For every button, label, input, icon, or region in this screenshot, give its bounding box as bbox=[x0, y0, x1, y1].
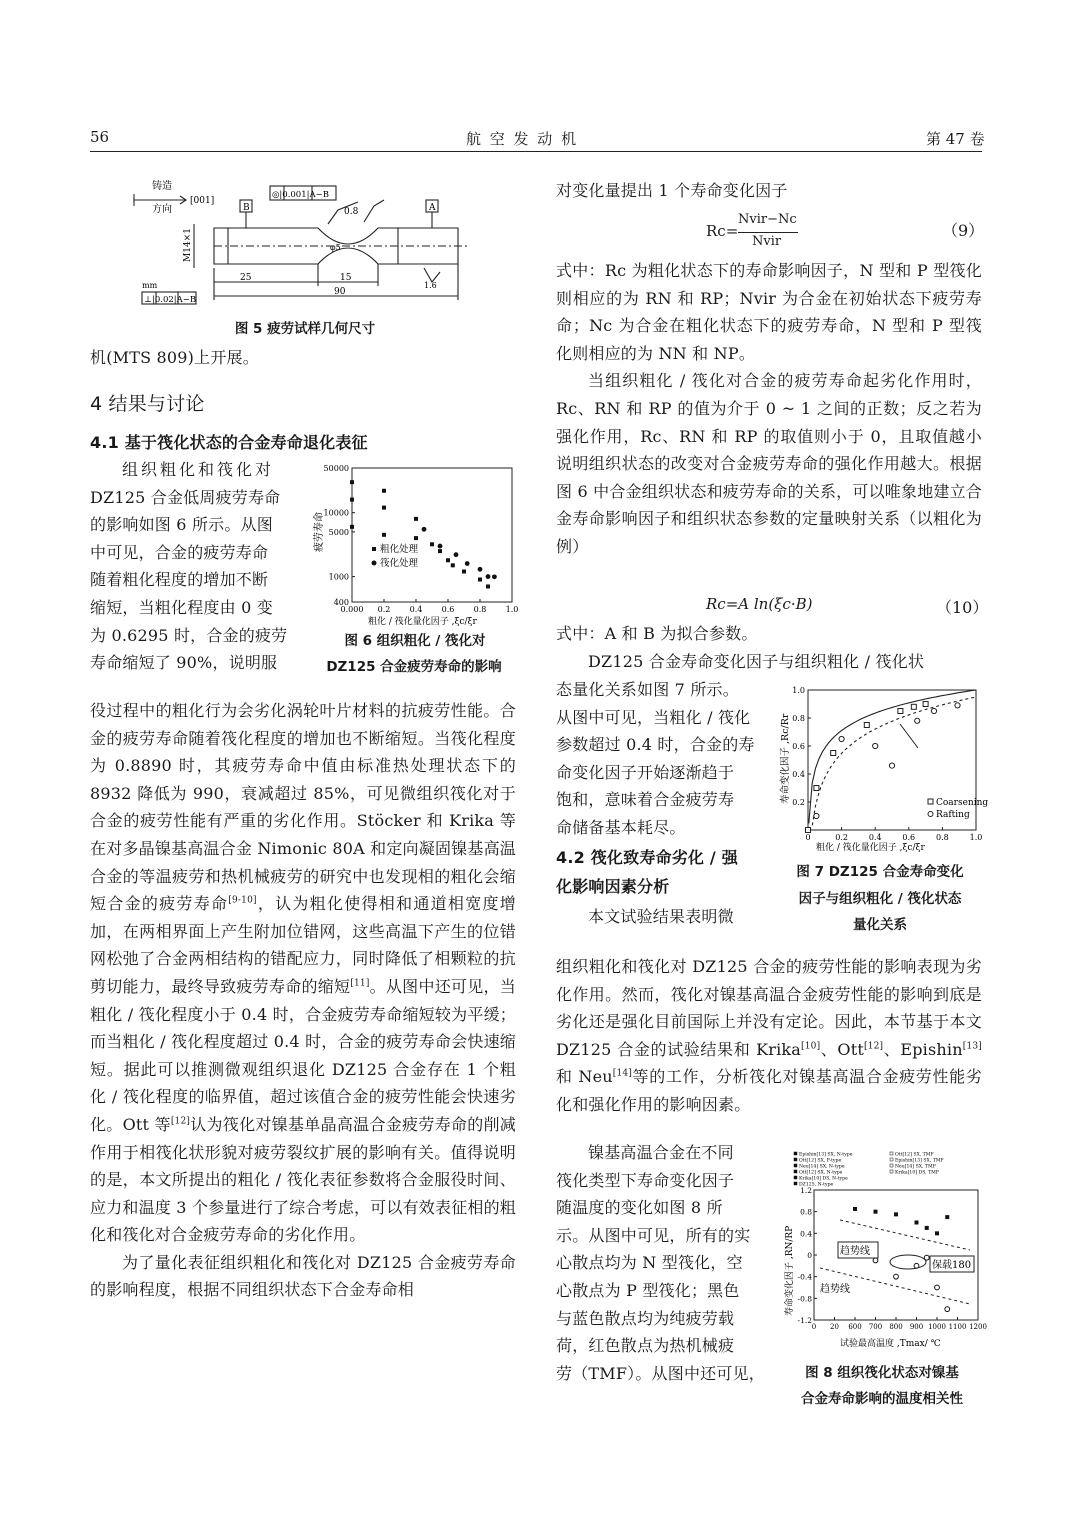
fig6-ytick-label-3: 10000 bbox=[323, 508, 349, 518]
p1-line-7: 为 0.6295 时，合金的疲劳 bbox=[90, 625, 288, 645]
fig8-ytick-label-6: 1.2 bbox=[800, 1186, 812, 1195]
fig8-legend-2: Neu[14] SX, N-type bbox=[799, 1164, 845, 1170]
p6-line-6: 饱和，意味着合金疲劳寿 bbox=[556, 790, 735, 810]
fig8-legend-marker-7 bbox=[890, 1158, 893, 1161]
p8-line-9: 劳（TMF）。从图中还可见， bbox=[556, 1363, 765, 1383]
right-top-line: 对变化量提出 1 个寿命变化因子 bbox=[556, 181, 788, 200]
fig5-tol-top: ◎|0.001|A−B bbox=[272, 190, 329, 200]
fig8-ytick-label-4: 0.4 bbox=[800, 1229, 812, 1239]
fig7-caption-3: 量化关系 bbox=[853, 917, 907, 933]
fig7-ytick-label-0: 0.2 bbox=[792, 798, 805, 807]
fig5-phi: φ5 bbox=[330, 243, 341, 252]
fig8-point-n-4 bbox=[925, 1226, 929, 1230]
fig6-point-coarse-7 bbox=[414, 536, 418, 540]
fig7-point-coarse-1 bbox=[814, 786, 819, 791]
page-number: 56 bbox=[90, 128, 110, 146]
fig6-point-raft-3 bbox=[465, 561, 470, 566]
fig8-xtick-label-3: 700 bbox=[868, 1323, 883, 1331]
fig7-xlabel: 粗化 / 筏化量化因子 ,ξc/ξr bbox=[816, 843, 925, 853]
fig8-legend-marker-3 bbox=[794, 1170, 797, 1173]
fig5-cast-label: 铸造 bbox=[152, 181, 172, 192]
p1-line-6: 缩短，当粗化程度由 0 变 bbox=[90, 597, 273, 617]
fig5-datum-b: B bbox=[243, 203, 250, 213]
fig7-xtick-label-2: 0.4 bbox=[868, 833, 882, 842]
volume-label: 第 47 卷 bbox=[926, 130, 985, 148]
fig8-point-n-6 bbox=[945, 1215, 949, 1219]
fig8-annot-ellipse bbox=[890, 1255, 926, 1269]
fig7-point-raft-0 bbox=[814, 813, 819, 818]
fig8-xtick-label-2: 600 bbox=[848, 1323, 862, 1331]
fig8-caption-1: 图 8 组织筏化状态对镍基 bbox=[805, 1365, 959, 1381]
p1-line-1: 组织粗化和筏化对 bbox=[122, 460, 275, 479]
fig6-legend-marker-2 bbox=[372, 561, 377, 566]
fig7-ytick-label-4: 1.0 bbox=[792, 686, 805, 695]
section-4-heading: 4 结果与讨论 bbox=[90, 392, 205, 415]
equation-9-number: （9） bbox=[942, 221, 985, 240]
fig8-point-p-5 bbox=[935, 1285, 940, 1290]
fig8-ytick-label-2: -0.4 bbox=[797, 1272, 812, 1282]
fig8-legend-marker-5 bbox=[794, 1182, 797, 1185]
fig6-legend-2: 筏化处理 bbox=[380, 558, 419, 569]
fig6-point-raft-1 bbox=[438, 544, 443, 549]
p1-line-5: 随着粗化程度的增加不断 bbox=[90, 570, 269, 590]
equation-10: Rc=A ln(ξc·B) bbox=[706, 595, 813, 613]
fig8-point-p-2 bbox=[894, 1274, 899, 1279]
fig5-cast-label-2: 方向 bbox=[152, 204, 172, 215]
fig8-point-n-3 bbox=[915, 1221, 919, 1225]
fig8-xtick-label-1: 20 bbox=[830, 1323, 839, 1331]
fig8-xtick-label-8: 1200 bbox=[969, 1323, 987, 1331]
fig6-xlabel: 粗化 / 筏化量化因子 ,ξc/ξr bbox=[368, 617, 477, 627]
fig8-legend-marker-6 bbox=[890, 1152, 893, 1155]
fig7-point-coarse-6 bbox=[923, 702, 928, 707]
fig8-legend-marker-8 bbox=[890, 1164, 893, 1167]
fig6-xtick-label-0: 0.000 bbox=[340, 605, 364, 614]
fig8-annot-1: 趋势线 bbox=[840, 1246, 870, 1257]
fig7-legend-1: Coarsening bbox=[936, 798, 989, 808]
section-4-1-heading: 4.1 基于筏化状态的合金寿命退化表征 bbox=[90, 432, 368, 452]
fig8-point-n-2 bbox=[894, 1212, 898, 1216]
fig8-xtick-label-5: 900 bbox=[909, 1323, 924, 1331]
fig8-ytick-label-3: 0 bbox=[807, 1251, 812, 1260]
journal-title: 航 空 发 动 机 bbox=[466, 130, 579, 148]
fig5-rough2: 1.6 bbox=[424, 281, 437, 290]
fig7-annot-arrow bbox=[900, 724, 918, 748]
fig7-point-coarse-5 bbox=[911, 704, 916, 709]
fig8-point-n-1 bbox=[874, 1210, 878, 1214]
fig7-ytick-label-2: 0.6 bbox=[792, 742, 805, 751]
p6-line-7: 命储备基本耗尽。 bbox=[556, 817, 686, 837]
fig5-drawing bbox=[128, 172, 488, 312]
fig5-datum-a: A bbox=[429, 203, 436, 213]
p4: 当组织粗化 / 筏化对合金的疲劳寿命起劣化作用时，Rc、RN 和 RP 的值为介于 0 ~ 1 之间的正数；反之若为强化作用，Rc、RN 和 RP 的取值则小于 0，且取值越小说明组织状态的改变对合金疲劳寿命的强化作用越大。根据图 6 中合金组织状态和疲劳寿命的关系，可以唯象地建立合金寿命影响因子和组织状态参数的定量映射关系（以粗化为例） bbox=[556, 371, 982, 556]
fig8-legend-3: Ott[12] SX, N-type bbox=[799, 1170, 843, 1176]
p6-line-3: 从图中可见，当粗化 / 筏化 bbox=[556, 707, 751, 727]
fig6-chart bbox=[310, 462, 520, 630]
fig8-legend-7: Epishin[13] SX, TMF bbox=[895, 1158, 944, 1164]
fig8-ytick-label-5: 0.8 bbox=[800, 1207, 812, 1217]
fig7-chart bbox=[776, 684, 989, 854]
section-4-2-heading-2: 化影响因素分析 bbox=[556, 876, 670, 896]
fig8-xtick-label-7: 1100 bbox=[948, 1323, 967, 1331]
fig6-point-coarse-12 bbox=[462, 570, 466, 574]
fig8-point-p-1 bbox=[873, 1258, 878, 1263]
fig8-xlabel: 试验最高温度 ,Tmax/ ℃ bbox=[840, 1339, 941, 1349]
fig5-dim25: 25 bbox=[240, 273, 252, 283]
p1-line-4: 中可见，合金的疲劳寿命 bbox=[90, 542, 269, 562]
fig6-point-coarse-4 bbox=[382, 506, 386, 510]
fig8-point-n-0 bbox=[853, 1207, 857, 1211]
fig7-legend-marker-1 bbox=[928, 799, 933, 804]
fig7-point-coarse-0 bbox=[806, 828, 811, 833]
p6-line-1: DZ125 合金寿命变化因子与组织粗化 / 筏化状 bbox=[588, 651, 925, 671]
fig5-dim90: 90 bbox=[334, 287, 346, 297]
p1-line-3: 的影响如图 6 所示。从图 bbox=[90, 515, 273, 535]
fig5-caption: 图 5 疲劳试样几何尺寸 bbox=[234, 321, 376, 337]
fig6-ytick-label-1: 1000 bbox=[328, 572, 349, 582]
fig7-point-raft-3 bbox=[889, 763, 894, 768]
fig7-xtick-label-0: 0 bbox=[805, 833, 811, 842]
fig8-legend-1: Ott[12] SX, P-type bbox=[799, 1158, 842, 1164]
fig6-ytick-label-4: 50000 bbox=[323, 464, 349, 473]
fig6-point-coarse-10 bbox=[446, 558, 450, 562]
fig5-tol-bottom: ⊥|0.02|A−B bbox=[144, 295, 197, 305]
p6-line-5: 命变化因子开始逐渐趋于 bbox=[556, 762, 735, 782]
fig6-point-coarse-2 bbox=[350, 525, 354, 529]
fig8-xtick-label-0: 0 bbox=[811, 1323, 817, 1331]
p2: 为了量化表征组织粗化和筏化对 DZ125 合金疲劳寿命的影响程度，根据不同组织状态下合金寿命相 bbox=[90, 1252, 516, 1300]
p1-continued: 役过程中的粗化行为会劣化涡轮叶片材料的抗疲劳性能。合金的疲劳寿命随着筏化程度的增加也不断缩短。当筏化程度为 0.8890 时，其疲劳寿命中值由标准热处理状态下的 8932 降低为 990，衰减超过 85%，可见微组织筏化对于合金的疲劳性能有严重的劣化作用。Stöcker 和 Krika 等在对多晶镍基高温合金 Nimonic 80A 和定向凝固镍基高温合金的等温疲劳和热机械疲劳的研究中也发现相的粗化会缩短合金的疲劳寿命[9-10]，认为粗化使得相和通道相宽度增加，在两相界面上产生附加位错网，这些高温下产生的位错网松弛了合金两相结构的错配应力，同时降低了相颗粒的抗剪切能力，最终导致疲劳寿命的缩短[11]。从图中还可见，当粗化 / 筏化程度小于 0.4 时，合金疲劳寿命缩短较为平缓；而当粗化 / 筏化程度超过 0.4 时，合金的疲劳寿命会快速缩短。据此可以推测微观组织退化 DZ125 合金存在 1 个粗化 / 筏化程度的临界值，超过该值合金的疲劳性能会快速劣化。Ott 等[12]认为筏化对镍基单晶高温合金疲劳寿命的削减作用于相筏化状形貌对疲劳裂纹扩展的影响有关。值得说明的是，本文所提出的粗化 / 筏化表征参数将合金服役时间、应力和温度 3 个参量进行了综合考虑，可以有效表征相的粗化和筏化对合金疲劳寿命的劣化作用。 bbox=[90, 701, 516, 1245]
p8-line-5: 心散点均为 N 型筏化，空 bbox=[556, 1253, 743, 1273]
fig6-point-coarse-5 bbox=[382, 533, 386, 537]
fig8-legend-0: Epishin[13] SX, N-type bbox=[799, 1152, 853, 1158]
p8-line-6: 心散点为 P 型筏化；黑色 bbox=[556, 1280, 740, 1300]
fig6-legend-marker-1 bbox=[372, 547, 376, 551]
fig7-ytick-label-1: 0.4 bbox=[792, 770, 805, 779]
p8-line-2: 筏化类型下寿命变化因子 bbox=[556, 1170, 735, 1190]
fig8-ytick-label-0: -1.2 bbox=[797, 1316, 812, 1325]
fig8-legend-4: Krika[10] DS, N-type bbox=[799, 1176, 848, 1182]
fig6-ytick-label-0: 400 bbox=[333, 598, 349, 607]
fig6-caption-2: DZ125 合金疲劳寿命的影响 bbox=[326, 659, 502, 675]
fig8-legend-marker-4 bbox=[794, 1176, 797, 1179]
fig6-point-coarse-11 bbox=[451, 563, 455, 567]
fig6-xtick-label-4: 0.8 bbox=[473, 605, 487, 614]
fig6-point-coarse-13 bbox=[478, 577, 482, 581]
p8-line-7: 与蓝色散点均为纯疲劳载 bbox=[556, 1308, 735, 1328]
fig8-point-p-6 bbox=[945, 1307, 950, 1312]
fig6-point-raft-0 bbox=[422, 527, 427, 532]
fig7-xtick-label-5: 1.0 bbox=[969, 833, 983, 842]
fig7-legend-marker-2 bbox=[928, 812, 933, 817]
fig7-ylabel: 寿命变化因子 ,Rc/Rr bbox=[780, 713, 791, 804]
fig8-legend-marker-9 bbox=[890, 1170, 893, 1173]
fig5-thread: M14×1 bbox=[183, 228, 193, 262]
p8-line-4: 示。从图中可见，所有的实 bbox=[556, 1225, 751, 1245]
fig6-point-coarse-6 bbox=[414, 517, 418, 521]
fig8-caption-2: 合金寿命影响的温度相关性 bbox=[801, 1391, 963, 1407]
p6-line-2: 态量化关系如图 7 所示。 bbox=[556, 680, 739, 699]
fig8-legend-5: DZ125, N-type bbox=[799, 1182, 834, 1188]
p3: 式中：Rc 为粗化状态下的寿命影响因子，N 型和 P 型筏化则相应的为 RN 和 RP；Nvir 为合金在初始状态下疲劳寿命；Nc 为合金在粗化状态下的疲劳寿命，N 型和 P 型筏化则相应的为 NN 和 NP。 bbox=[556, 261, 982, 363]
fig6-xtick-label-3: 0.6 bbox=[441, 605, 455, 614]
fig8-legend-marker-2 bbox=[794, 1164, 797, 1167]
fig5-rough: 0.8 bbox=[344, 207, 359, 217]
p5: 式中：A 和 B 为拟合参数。 bbox=[556, 624, 758, 643]
fig8-chart bbox=[780, 1146, 987, 1356]
fig7-plot-frame bbox=[808, 690, 976, 830]
fig7-point-raft-5 bbox=[931, 708, 936, 713]
fig8-legend-9: Krika[10] DS, TMF bbox=[895, 1170, 940, 1176]
fig5-dir-label: [001] bbox=[190, 196, 215, 206]
fig7-caption-1: 图 7 DZ125 合金寿命变化 bbox=[796, 864, 964, 880]
left-continuation: 机(MTS 809)上开展。 bbox=[90, 348, 259, 367]
p8-line-1: 镍基高温合金在不同 bbox=[588, 1143, 734, 1162]
p8-line-8: 荷，红色散点为热机械疲 bbox=[556, 1336, 735, 1356]
fig7-ytick-label-3: 0.8 bbox=[792, 714, 805, 723]
fig6-xtick-label-5: 1.0 bbox=[505, 605, 519, 614]
fig6-legend-1: 粗化处理 bbox=[380, 544, 419, 555]
p1-line-8: 寿命缩短了 90%，说明服 bbox=[90, 653, 278, 673]
fig6-point-raft-5 bbox=[486, 574, 491, 579]
fig6-xtick-label-1: 0.2 bbox=[377, 605, 391, 614]
p7-line-1: 本文试验结果表明微 bbox=[588, 906, 734, 926]
fig7-xtick-label-3: 0.6 bbox=[902, 833, 916, 842]
fig8-xtick-label-6: 1000 bbox=[928, 1323, 946, 1331]
fig5-dim15: 15 bbox=[340, 273, 352, 283]
fig5-mm: mm bbox=[142, 281, 158, 290]
equation-10-number: （10） bbox=[936, 598, 989, 617]
fig6-ylabel: 疲劳寿命 bbox=[314, 512, 325, 552]
fig6-point-coarse-8 bbox=[430, 542, 434, 546]
p1-line-2: DZ125 合金低周疲劳寿命 bbox=[90, 487, 281, 507]
fig7-point-raft-2 bbox=[873, 743, 878, 748]
fig7-point-coarse-2 bbox=[831, 751, 836, 756]
fig6-xtick-label-2: 0.4 bbox=[409, 605, 423, 614]
fig8-xtick-label-4: 800 bbox=[889, 1323, 903, 1331]
fig7-point-coarse-4 bbox=[898, 709, 903, 714]
fig7-point-raft-4 bbox=[915, 718, 920, 723]
fig8-ytick-label-1: -0.8 bbox=[797, 1294, 812, 1304]
fig6-point-coarse-0 bbox=[350, 480, 354, 484]
fig8-annot-2: 保载180 bbox=[932, 1260, 972, 1271]
fig8-legend-6: Ott[12] SX, TMF bbox=[895, 1152, 934, 1158]
fig6-point-coarse-14 bbox=[486, 584, 490, 588]
fig8-legend-8: Neu[14] SX, TMF bbox=[895, 1164, 936, 1170]
fig7-point-raft-1 bbox=[839, 736, 844, 741]
fig7-xtick-label-1: 0.2 bbox=[835, 833, 848, 842]
fig6-point-coarse-1 bbox=[350, 498, 354, 502]
fig8-annot-3: 趋势线 bbox=[820, 1284, 850, 1295]
fig6-ytick-label-2: 5000 bbox=[328, 527, 349, 537]
fig6-plot-frame bbox=[352, 468, 512, 602]
fig6-point-raft-6 bbox=[492, 574, 497, 579]
p7-continued: 组织粗化和筏化对 DZ125 合金的疲劳性能的影响表现为劣化作用。然而，筏化对镍基高温合金疲劳性能的影响到底是劣化还是强化目前国际上并没有定论。因此，本节基于本文 DZ125 合金的试验结果和 Krika[10]、Ott[12]、Epishin[13]和 Neu[14]等的工作，分析筏化对镍基高温合金疲劳性能劣化和强化作用的影响因素。 bbox=[556, 957, 983, 1114]
fig6-point-coarse-3 bbox=[382, 489, 386, 493]
p6-line-4: 参数超过 0.4 时，合金的寿 bbox=[556, 735, 755, 755]
fig6-caption-1: 图 6 组织粗化 / 筏化对 bbox=[344, 633, 486, 649]
section-4-2-heading-1: 4.2 筏化致寿命劣化 / 强 bbox=[556, 847, 738, 867]
fig6-point-raft-4 bbox=[478, 567, 483, 572]
header-rule bbox=[90, 151, 982, 152]
fig6-point-raft-2 bbox=[454, 552, 459, 557]
fig8-legend-marker-1 bbox=[794, 1158, 797, 1161]
fig8-point-n-5 bbox=[935, 1231, 939, 1235]
fig7-point-raft-6 bbox=[955, 703, 960, 708]
fig7-legend-2: Rafting bbox=[936, 810, 970, 820]
fig6-point-coarse-9 bbox=[438, 549, 442, 553]
fig7-point-coarse-3 bbox=[864, 723, 869, 728]
fig7-caption-2: 因子与组织粗化 / 筏化状态 bbox=[798, 891, 962, 907]
fig8-legend-marker-0 bbox=[794, 1152, 797, 1155]
fig7-xtick-label-4: 0.8 bbox=[936, 833, 949, 842]
fig8-ylabel: 寿命变化因子 ,RN/RP bbox=[785, 1225, 795, 1316]
p8-line-3: 随温度的变化如图 8 所 bbox=[556, 1198, 723, 1218]
